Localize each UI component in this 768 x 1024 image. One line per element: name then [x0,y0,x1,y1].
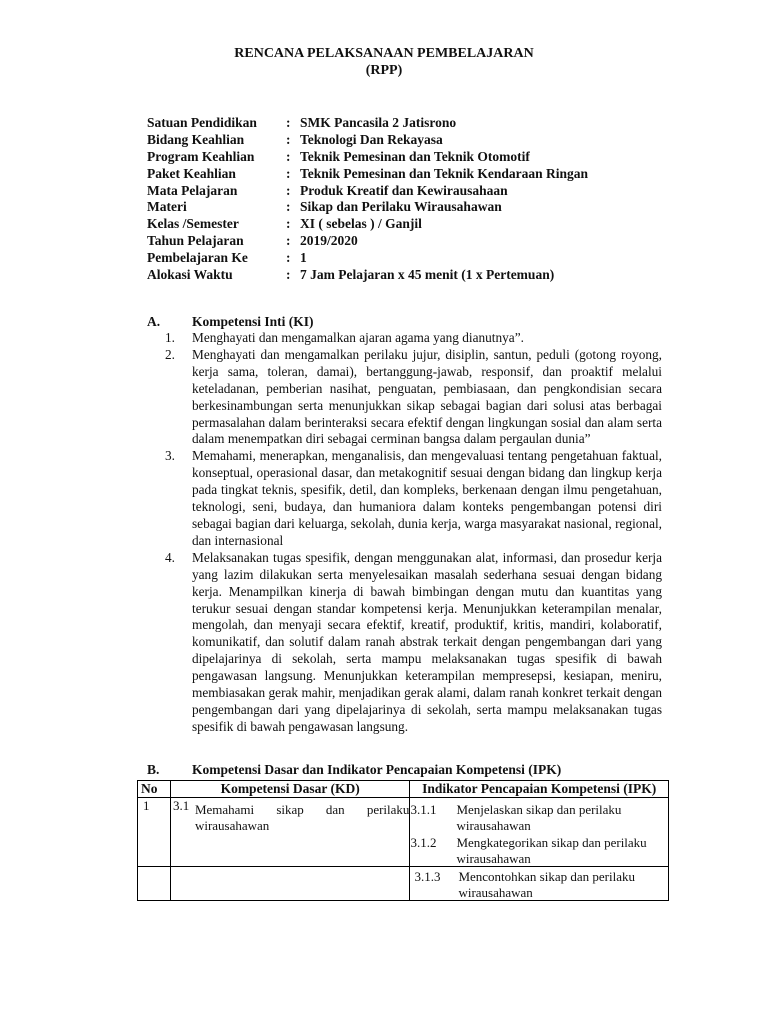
info-label: Bidang Keahlian [147,131,245,147]
document-title: RENCANA PELAKSANAAN PEMBELAJARAN [234,46,534,61]
kd-cell [170,798,409,867]
info-label: Tahun Pelajaran [147,233,244,249]
info-label: Program Keahlian [147,148,255,164]
ipk-code: 3.1.3 [414,869,441,884]
info-value: 1 [300,250,307,266]
row-no [138,867,171,901]
info-value: Produk Kreatif dan Kewirausahaan [300,182,508,198]
ipk-text: Mengkategorikan sikap dan perilaku wirausahawan [456,835,647,866]
header-ipk: Indikator Pencapaian Kompetensi (IPK) [410,781,669,798]
header-no: No [138,781,171,798]
ipk-item [410,802,668,833]
section-title: Kompetensi Inti (KI) [192,314,314,329]
section-title: Kompetensi Dasar dan Indikator Pencapaian Kompetensi (IPK) [192,762,562,777]
info-colon: : [286,115,291,130]
list-text: Memahami, menerapkan, menganalisis, dan mengevaluasi tentang pengetahuan faktual, konseptual, operasional dasar, dan metakognitif sesuai dengan bidang dan lingkup kerja pada tingkat teknis, spesifik, detil, dan kompleks, berkenaan dengan ilmu pengetahuan, teknologi, seni, budaya, dan humaniora dalam konteks pengembangan potensi diri sebagai bagian dari keluarga, sekolah, dunia kerja, warga masyarakat nasional, regional, dan internasional [192,448,662,548]
ipk-text: Menjelaskan sikap dan perilaku wirausahawan [456,802,622,833]
list-item [165,347,662,448]
info-colon: : [286,216,291,232]
info-value: Sikap dan Perilaku Wirausahawan [300,199,502,215]
info-value: Teknik Pemesinan dan Teknik Kendaraan Ringan [300,165,588,181]
section-a-heading [0,314,768,331]
table-header-row [138,781,669,798]
section-letter: A. [147,314,161,329]
info-value: XI ( sebelas ) / Ganjil [300,216,422,232]
ipk-item [410,869,668,900]
list-item [165,330,662,347]
info-colon: : [286,199,291,215]
list-number: 4. [165,549,175,565]
info-colon: : [286,182,291,198]
header-kd: Kompetensi Dasar (KD) [170,781,409,798]
kd-ipk-table [137,780,669,901]
table-row [138,798,669,867]
info-colon: : [286,148,291,164]
ipk-code: 3.1.2 [410,835,437,850]
row-no: 1 [138,798,171,867]
info-value: Teknik Pemesinan dan Teknik Otomotif [300,148,530,164]
info-colon: : [286,267,291,283]
kd-code: 3.1 [172,798,190,813]
info-label: Alokasi Waktu [147,267,233,283]
info-value: Teknologi Dan Rekayasa [300,131,443,147]
table-row [138,867,669,901]
info-colon: : [286,131,291,147]
ki-list [165,330,662,736]
list-text: Menghayati dan mengamalkan ajaran agama yang dianutnya”. [192,330,524,345]
kd-text: Memahami sikap dan perilaku wirausahawan [194,802,410,833]
info-label: Kelas /Semester [147,216,239,232]
info-label: Satuan Pendidikan [147,115,257,130]
ipk-cell [410,798,669,867]
ipk-item [410,835,668,866]
list-text: Menghayati dan mengamalkan perilaku jujur, disiplin, santun, peduli (gotong royong, kerja sama, toleran, damai), bertanggung-jawab, responsif, dan proaktif melalui keteladanan, pemberian nasihat, penguatan, pembiasaan, dan pengkondisian secara berkesinambungan serta menunjukkan sikap sebagai bagian dari solusi atas berbagai permasalahan dalam berinteraksi secara efektif dengan lingkungan sosial dan alam serta dalam menempatkan diri sebagai cerminan bangsa dalam pergaulan dunia” [192,346,662,447]
info-label: Materi [147,199,187,215]
info-colon: : [286,165,291,181]
list-number: 3. [165,448,175,464]
info-value: 7 Jam Pelajaran x 45 menit (1 x Pertemuan) [300,267,555,283]
list-text: Melaksanakan tugas spesifik, dengan menggunakan alat, informasi, dan prosedur kerja yang lazim dilakukan serta menyelesaikan masalah sederhana sesuai dengan bidang kerja. Menampilkan kinerja di bawah bimbingan dengan mutu dan kuantitas yang terukur sesuai dengan standar kompetensi kerja. Menunjukkan keterampilan menalar, mengolah, dan menyaji secara efektif, kreatif, produktif, kritis, mandiri, kolaboratif, komunikatif, dan solutif dalam ranah abstrak terkait dengan pengembangan dari yang dipelajarinya di sekolah, serta mampu melaksanakan tugas spesifik di bawah pengawasan langsung. Menunjukkan keterampilan mempresepsi, kesiapan, meniru, membiasakan gerak mahir, menjadikan gerak alami, dalam ranah konkret terkait dengan pengembangan dari yang dipelajarinya di sekolah, serta mampu melaksanakan tugas spesifik di bawah pengawasan langsung. [192,549,662,734]
ipk-cell [410,867,669,901]
section-b-heading [0,762,768,779]
info-value: SMK Pancasila 2 Jatisrono [300,115,457,130]
ipk-code: 3.1.1 [410,802,437,817]
list-number: 2. [165,346,175,362]
kd-cell [170,867,409,901]
document-subtitle: (RPP) [365,63,403,78]
ipk-text: Mencontohkan sikap dan perilaku wirausahawan [458,869,635,900]
info-label: Pembelajaran Ke [147,250,248,266]
info-value: 2019/2020 [300,233,358,249]
list-number: 1. [165,330,175,345]
list-item [165,550,662,736]
info-label: Mata Pelajaran [147,182,238,198]
info-colon: : [286,233,291,249]
list-item [165,448,662,549]
info-label: Paket Keahlian [147,165,236,181]
info-colon: : [286,250,291,266]
section-letter: B. [147,762,160,777]
